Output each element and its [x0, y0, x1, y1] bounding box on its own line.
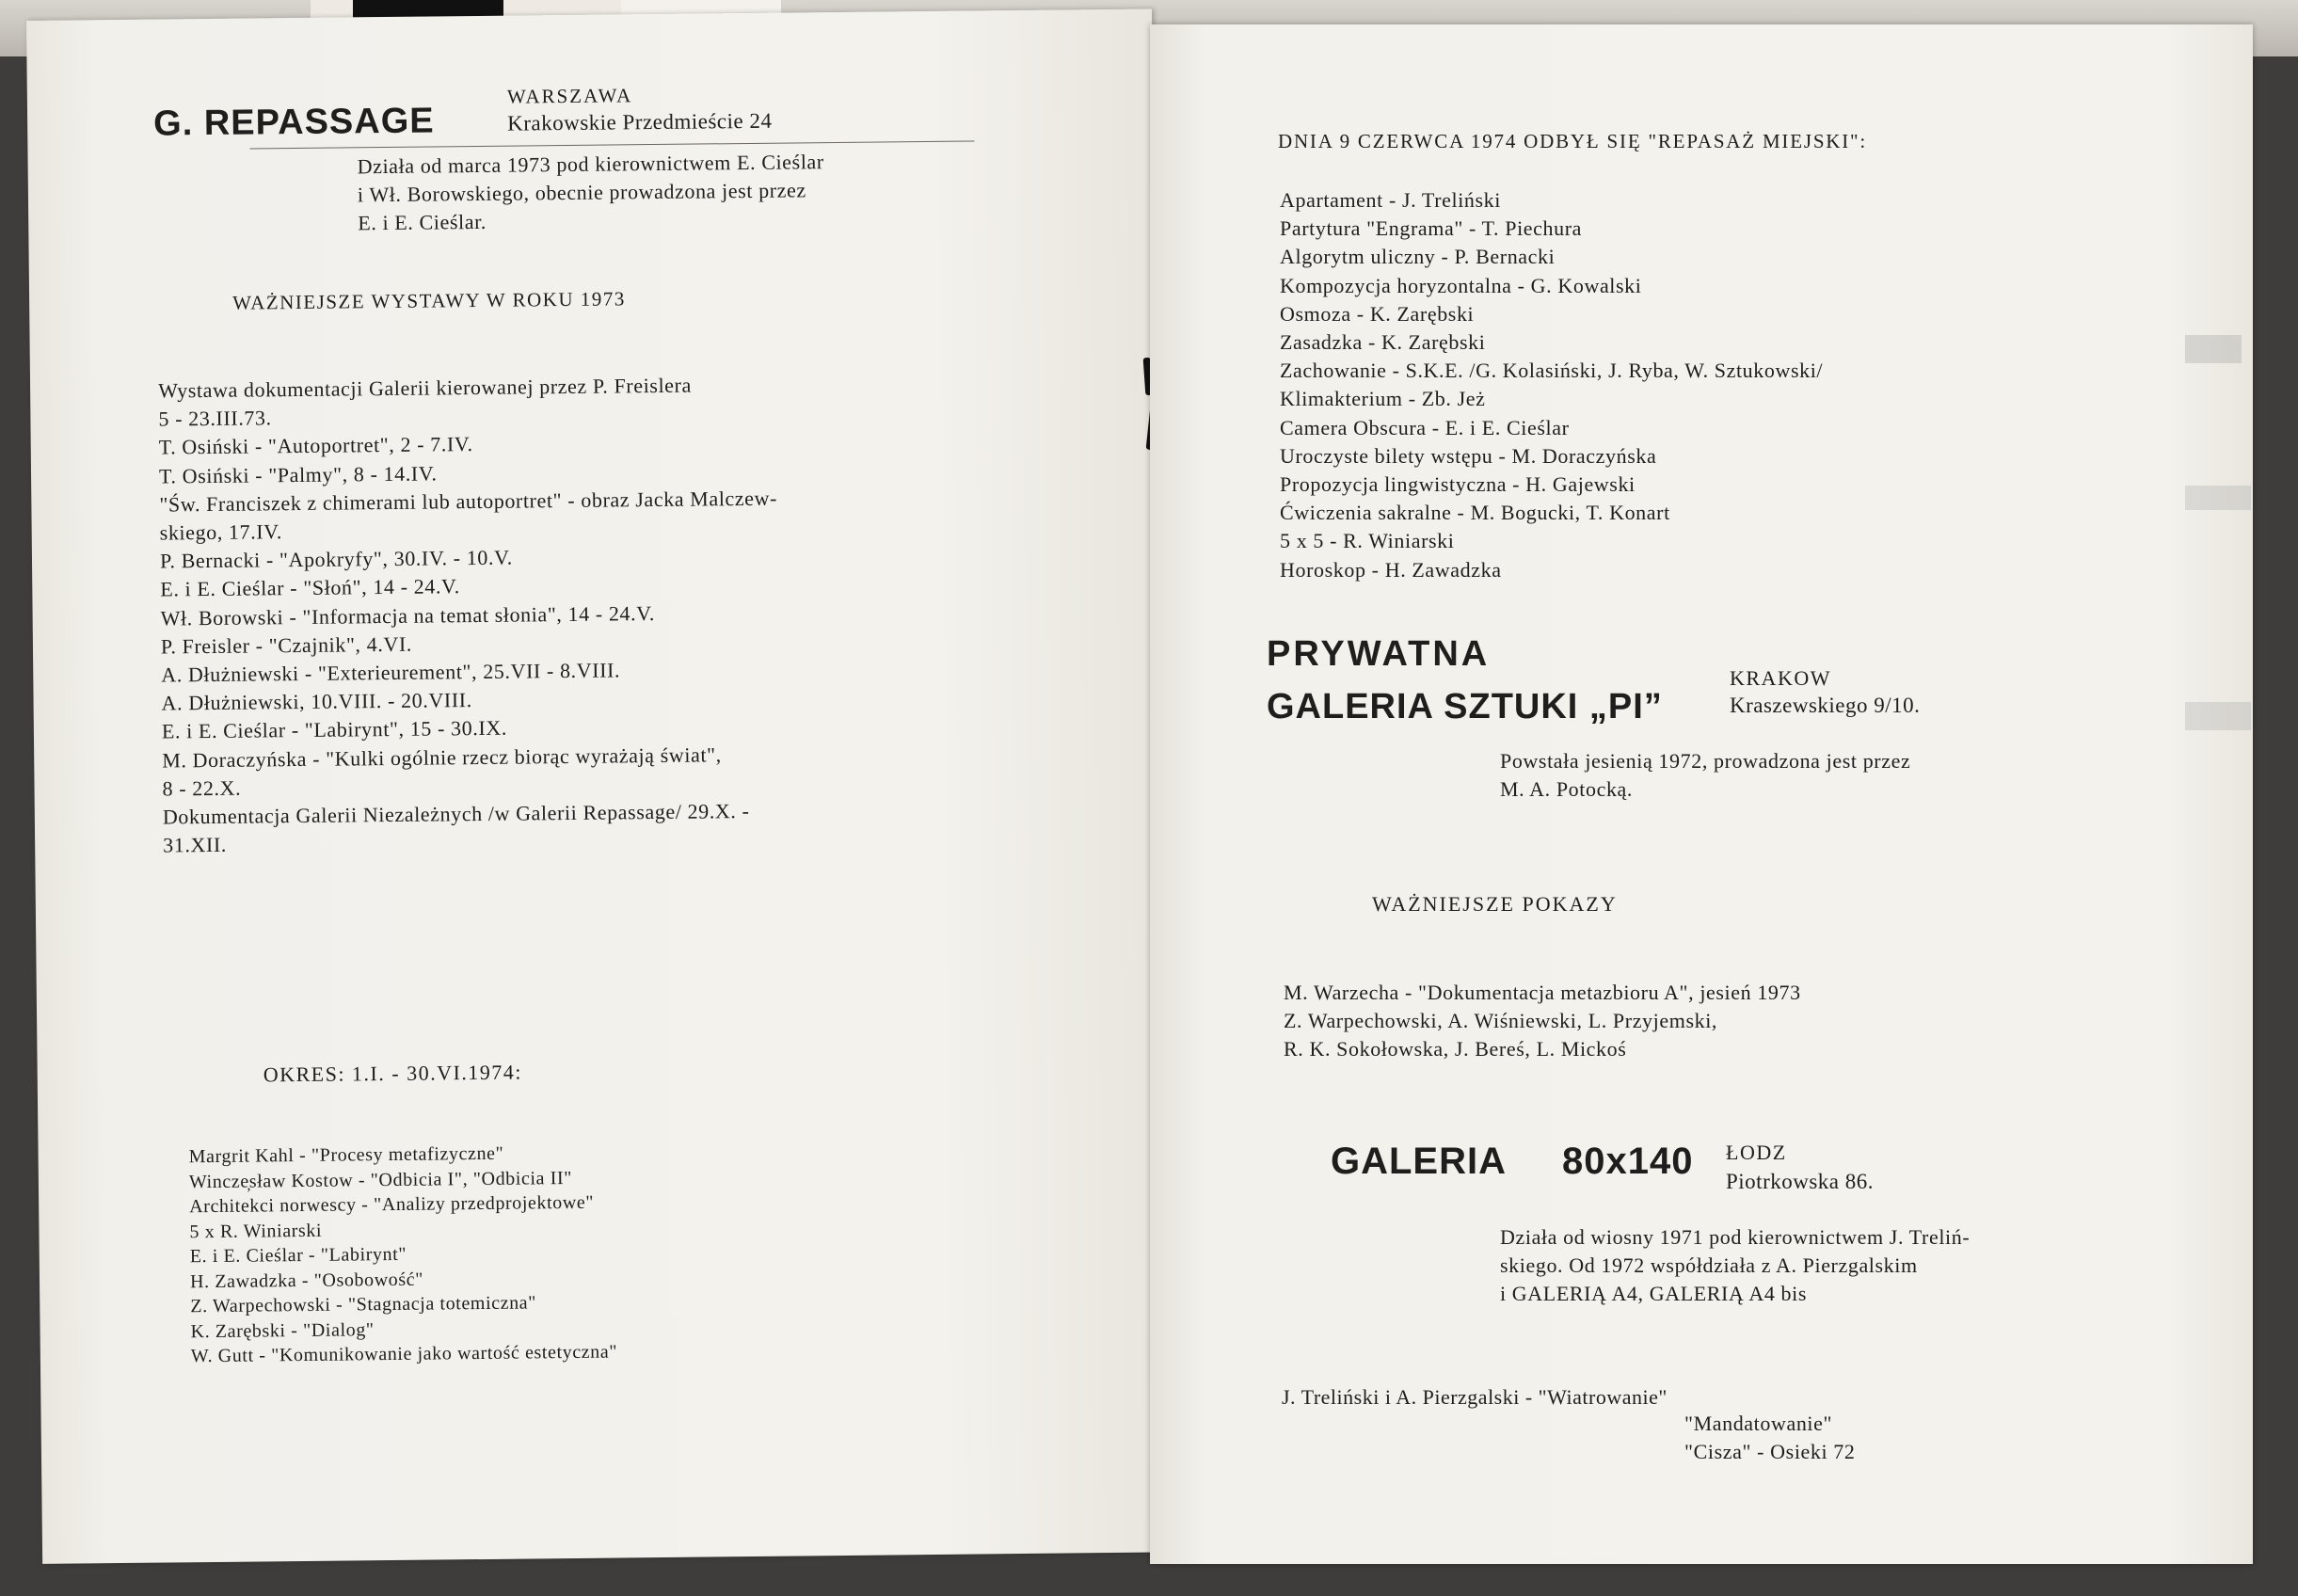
list-item: 8 - 22.X.	[162, 775, 242, 801]
list-item: Apartament - J. Treliński	[1280, 188, 1501, 212]
list-item: Algorytm uliczny - P. Bernacki	[1280, 245, 1556, 269]
description-line: Działa od marca 1973 pod kierownictwem E. Cieślar	[357, 150, 824, 179]
gallery-description	[357, 148, 824, 238]
list-item: P. Freisler - "Czajnik", 4.VI.	[160, 631, 413, 659]
list-item: A. Dłużniewski - "Exterieurement", 25.VII - 8.VIII.	[161, 658, 621, 687]
description-line: skiego. Od 1972 współdziała z A. Pierzgalskim	[1500, 1253, 1918, 1278]
list-item: H. Zawadzka - "Osobowość"	[189, 1269, 424, 1292]
pi-description	[1500, 747, 1910, 804]
list-item: Ćwiczenia sakralne - M. Bogucki, T. Konart	[1280, 501, 1670, 525]
galeria-city: ŁODZ	[1726, 1141, 1787, 1164]
repasaz-title: DNIA 9 CZERWCA 1974 ODBYŁ SIĘ "REPASAŻ MIEJSKI":	[1278, 130, 1868, 152]
description-line: E. i E. Cieślar.	[358, 210, 487, 235]
gallery-city: WARSZAWA	[506, 84, 633, 108]
list-item: A. Dłużniewski, 10.VIII. - 20.VIII.	[161, 688, 472, 715]
list-item: Z. Warpechowski - "Stagnacja totemiczna"	[190, 1292, 537, 1317]
list-item: Z. Warpechowski, A. Wiśniewski, L. Przyjemski,	[1284, 1009, 1718, 1033]
list-item: Uroczyste bilety wstępu - M. Doraczyńska	[1280, 443, 1657, 468]
list-item: "Mandatowanie"	[1684, 1412, 1833, 1435]
list-item: Zasadzka - K. Zarębski	[1280, 330, 1486, 355]
pi-shows-list	[1284, 979, 1801, 1064]
list-item: Klimakterium - Zb. Jeż	[1280, 387, 1486, 411]
list-item: K. Zarębski - "Dialog"	[190, 1318, 375, 1342]
description-line: i GALERIĄ A4, GALERIĄ A4 bis	[1500, 1282, 1808, 1306]
divider-line	[249, 140, 974, 149]
list-item: E. i E. Cieślar - "Labirynt", 15 - 30.IX.	[161, 716, 508, 743]
repasaz-list	[1280, 186, 1823, 584]
list-item: Partytura "Engrama" - T. Piechura	[1280, 216, 1583, 241]
list-item: Camera Obscura - E. i E. Cieślar	[1280, 415, 1570, 439]
galeria-works-more	[1684, 1410, 1856, 1466]
list-item: skiego, 17.IV.	[159, 519, 283, 545]
list-item: "Św. Franciszek z chimerami lub autoportret" - obraz Jacka Malczew-	[159, 486, 778, 517]
list-item: Margrit Kahl - "Procesy metafizyczne"	[188, 1142, 504, 1168]
list-item: P. Bernacki - "Apokryfy", 30.IV. - 10.V.	[159, 545, 513, 573]
list-item: 5 x 5 - R. Winiarski	[1280, 529, 1455, 553]
list-item: Wincze̦sław Kostow - "Odbicia I", "Odbicia II"	[188, 1167, 573, 1192]
pi-section-title: WAŻNIEJSZE POKAZY	[1372, 892, 1618, 916]
period-title: OKRES: 1.I. - 30.VI.1974:	[263, 1060, 523, 1087]
description-line: M. A. Potocką.	[1500, 777, 1634, 802]
list-item: Wystawa dokumentacji Galerii kierowanej przez P. Freislera	[157, 373, 693, 403]
list-item: 31.XII.	[163, 833, 228, 857]
description-line: Działa od wiosny 1971 pod kierownictwem J. Treliń-	[1500, 1225, 1971, 1249]
pi-title-line-1: PRYWATNA	[1267, 634, 1491, 674]
list-item: Horoskop - H. Zawadzka	[1280, 557, 1502, 582]
list-item: Propozycja lingwistyczna - H. Gajewski	[1280, 472, 1636, 497]
list-item: R. K. Sokołowska, J. Bereś, L. Mickoś	[1284, 1037, 1627, 1061]
list-item: E. i E. Cieślar - "Labirynt"	[189, 1243, 407, 1268]
galeria-title: GALERIA	[1331, 1141, 1507, 1182]
exhibitions-1974-list	[189, 1141, 618, 1369]
list-item: W. Gutt - "Komunikowanie jako wartość estetyczna"	[190, 1341, 618, 1367]
exhibitions-1973-list	[158, 371, 781, 860]
list-item: Dokumentacja Galerii Niezależnych /w Galerii Repassage/ 29.X. -	[162, 799, 750, 829]
galeria-works-line: J. Treliński i A. Pierzgalski - "Wiatrowanie"	[1282, 1385, 1668, 1409]
list-item: Zachowanie - S.K.E. /G. Kolasiński, J. Ryba, W. Sztukowski/	[1280, 359, 1824, 383]
galeria-address: Piotrkowska 86.	[1726, 1170, 1874, 1193]
list-item: Osmoza - K. Zarębski	[1280, 301, 1475, 326]
show-through	[2185, 307, 2251, 1436]
list-item: 5 - 23.III.73.	[158, 406, 272, 431]
list-item: M. Doraczyńska - "Kulki ogólnie rzecz biorąc wyrażają świat",	[162, 742, 722, 773]
pi-city: KRAKOW	[1730, 666, 1831, 690]
pi-address: Kraszewskiego 9/10.	[1730, 694, 1921, 717]
list-item: 5 x R. Winiarski	[189, 1220, 323, 1242]
galeria-description	[1500, 1223, 1970, 1309]
list-item: Kompozycja horyzontalna - G. Kowalski	[1280, 273, 1642, 297]
right-page	[1150, 24, 2253, 1564]
section-title-1973: WAŻNIEJSZE WYSTAWY W ROKU 1973	[232, 287, 626, 314]
list-item: "Cisza" - Osieki 72	[1684, 1440, 1856, 1464]
pi-title-line-2: GALERIA SZTUKI „PI”	[1267, 687, 1663, 726]
gallery-name: G. REPASSAGE	[152, 101, 435, 144]
list-item: T. Osiński - "Palmy", 8 - 14.IV.	[158, 461, 438, 488]
list-item: Wł. Borowski - "Informacja na temat słonia", 14 - 24.V.	[160, 600, 656, 630]
list-item: Architekci norwescy - "Analizy przedprojektowe"	[189, 1191, 595, 1218]
galeria-size: 80x140	[1562, 1141, 1694, 1182]
description-line: i Wł. Borowskiego, obecnie prowadzona jest przez	[357, 178, 806, 207]
list-item: M. Warzecha - "Dokumentacja metazbioru A", jesień 1973	[1284, 981, 1801, 1004]
left-page	[26, 8, 1168, 1563]
description-line: Powstała jesienią 1972, prowadzona jest przez	[1500, 749, 1911, 773]
gallery-address: Krakowskie Przedmieście 24	[507, 108, 773, 136]
list-item: E. i E. Cieślar - "Słoń", 14 - 24.V.	[160, 574, 460, 601]
list-item: T. Osiński - "Autoportret", 2 - 7.IV.	[158, 432, 473, 459]
